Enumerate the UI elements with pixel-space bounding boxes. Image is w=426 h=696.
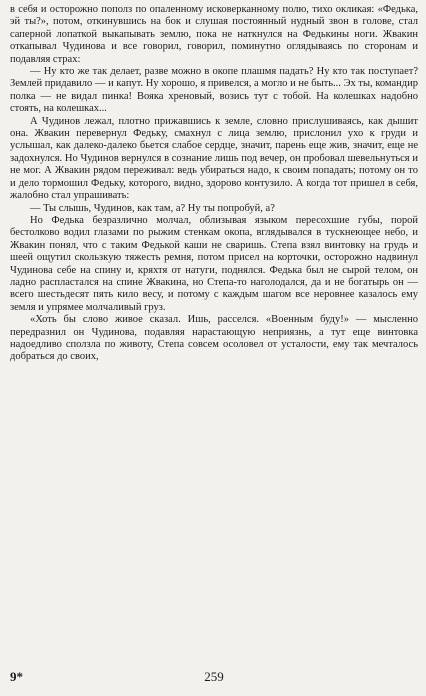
paragraph-2: — Ну кто же так делает, разве можно в окопе плашмя падать? Ну кто так поступает? Землей придавило — и капут. Ну хорошо, я привелся, а могло и не быть... Эх ты, командир полка — не видал пинка! Вояка хреновый, возись тут с тобой. На колешках надобно стоять, на колешках... — [10, 66, 418, 115]
page-footer — [10, 669, 418, 689]
paragraph-3: А Чудинов лежал, плотно прижавшись к земле, словно прислушиваясь, как дышит она. Жвакин перевернул Федьку, смахнул с лица землю, прислонил ухо к груди и услышал, как далеко-далеко бьется слабое сердце, значит, парень еще жив, значит, еще не задохнулся. Но Чудинов вернулся в сознание лишь под вечер, он пробовал шевельнуться и не мог. А Жвакин рядом переживал: ведь убираться надо, к своим попадать; потому он то и дело тормошил Федьку, которого, видно, здорово контузило. А когда тот пришел в себя, жалобно стал упрашивать: — [10, 115, 418, 202]
book-page-text — [10, 4, 418, 692]
paragraph-5: Но Федька безразлично молчал, облизывая языком пересохшие губы, порой бестолково водил глазами по рыжим стенкам окопа, вглядывался в тускнеющее небо, и Жвакин понял, что с таким Федькой каши не сваришь. Степа взял винтовку на грудь и шеей ощутил скользкую тяжесть ремня, потом присел на корточки, осторожно надвинул Чудинова себе на спину и, кряхтя от натуги, поднялся. Федька был не сырой телом, он ладно распластался на спине Жвакина, но Степа-то наголодался, да и не богатырь он — всего шестьдесят пять кило весу, и потому с каждым шагом все неровнее казалось ему земля и упрямее молчаливый груз. — [10, 214, 418, 313]
page-number: 259 — [204, 669, 224, 684]
printer-signature-mark: 9* — [10, 669, 23, 684]
paragraph-1: в себя и осторожно пополз по опаленному исковерканному полю, тихо окликая: «Федька, эй ты?», потом, откинувшись на бок и слушая постоянный нудный звон в голове, стал саперной лопаткой выкапывать землю, пока не наткнулся на Федькины ноги. Жвакин откапывал Чудинова и все говорил, говорил, поминутно оглядываясь по сторонам и подавляя страх: — [10, 4, 418, 65]
paragraph-4: — Ты слышь, Чудинов, как там, а? Ну ты попробуй, а? — [30, 202, 275, 214]
paragraph-6: «Хоть бы слово живое сказал. Ишь, расселся. «Военным буду!» — мысленно передразнил он Чудинова, подавляя нарастающую неприязнь, а тут еще винтовка надоедливо сползла по животу, Степа совсем осоловел от усталости, ему так мечталось добраться до своих, — [10, 314, 418, 363]
